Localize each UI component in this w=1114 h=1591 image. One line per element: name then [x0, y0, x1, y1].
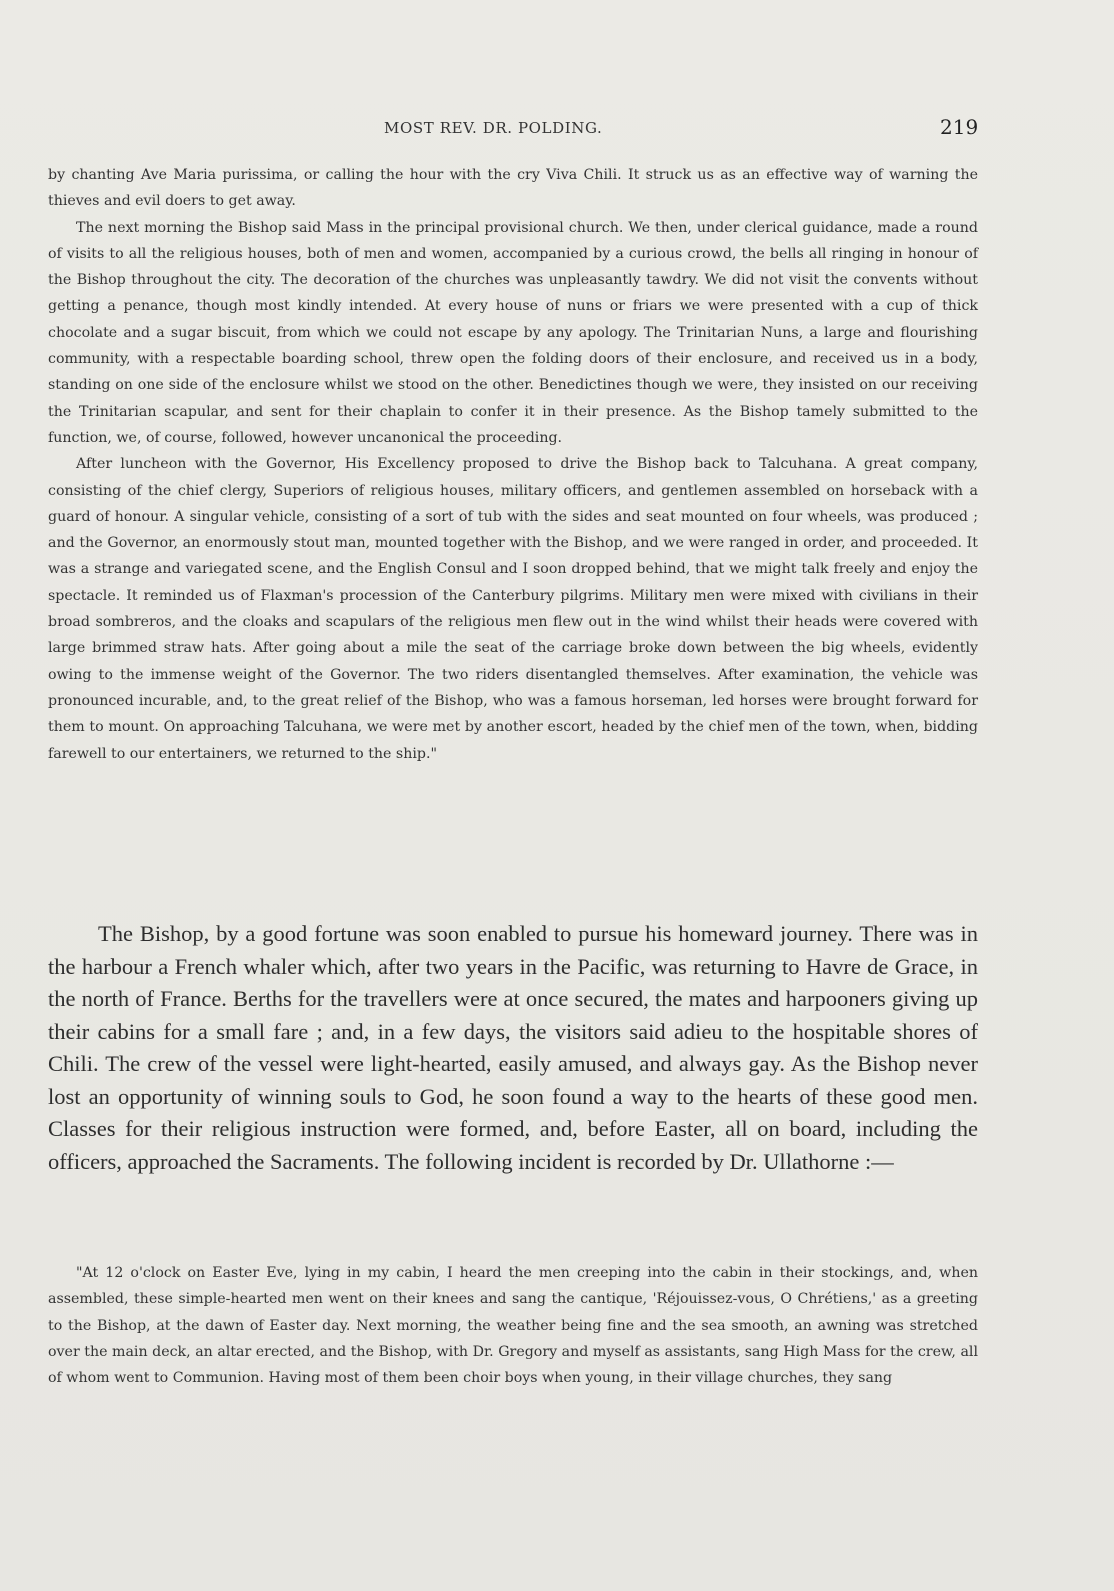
- quote-paragraph-1: by chanting Ave Maria purissima, or calling the hour with the cry Viva Chili. It struck us as an effective way of warning the thieves and evil doers to get away.: [48, 167, 978, 210]
- second-quotation: [48, 1260, 978, 1391]
- quote-paragraph-2: The next morning the Bishop said Mass in the principal provisional church. We then, under clerical guidance, made a round of visits to all the religious houses, both of men and women, accompanied by a curious crowd, the bells all ringing in honour of the Bishop throughout the city. The decoration of the churches was unpleasantly tawdry. We did not visit the convents without getting a penance, though most kindly intended. At every house of nuns or friars we were presented with a cup of thick chocolate and a sugar biscuit, from which we could not escape by any apology. The Trinitarian Nuns, a large and flourishing community, with a respectable boarding school, threw open the folding doors of their enclosure, and received us in a body, standing on one side of the enclosure whilst we stood on the other. Benedictines though we were, they insisted on our receiving the Trinitarian scapular, and sent for their chaplain to confer it in their presence. As the Bishop tamely submitted to the function, we, of course, followed, however uncanonical the proceeding.: [48, 219, 978, 446]
- running-head: [0, 117, 1114, 141]
- narrative-section: [48, 918, 978, 1178]
- page-number: 219: [940, 115, 979, 139]
- quote-paragraph-3: After luncheon with the Governor, His Excellency proposed to drive the Bishop back to Talcuhana. A great company, consisting of the chief clergy, Superiors of religious houses, military officers, and gentlemen assembled on horseback with a guard of honour. A singular vehicle, consisting of a sort of tub with the sides and seat mounted on four wheels, was produced ; and the Governor, an enormously stout man, mounted together with the Bishop, and we were ranged in order, and proceeded. It was a strange and variegated scene, and the English Consul and I soon dropped behind, that we might talk freely and enjoy the spectacle. It reminded us of Flaxman's procession of the Canterbury pilgrims. Military men were mixed with civilians in their broad sombreros, and the cloaks and scapulars of the religious men flew out in the wind whilst their heads were covered with large brimmed straw hats. After going about a mile the seat of the carriage broke down between the big wheels, evidently owing to the immense weight of the Governor. The two riders disentangled themselves. After examination, the vehicle was pronounced incurable, and, to the great relief of the Bishop, who was a famous horseman, led horses were brought forward for them to mount. On approaching Talcuhana, we were met by another escort, headed by the chief men of the town, when, bidding farewell to our entertainers, we returned to the ship.": [48, 456, 978, 762]
- quote-paragraph-4: "At 12 o'clock on Easter Eve, lying in my cabin, I heard the men creeping into the cabin in their stockings, and, when assembled, these simple-hearted men went on their knees and sang the cantique, 'Réjouissez-vous, O Chrétiens,' as a greeting to the Bishop, at the dawn of Easter day. Next morning, the weather being fine and the sea smooth, an awning was stretched over the main deck, an altar erected, and the Bishop, with Dr. Gregory and myself as assistants, sang High Mass for the crew, all of whom went to Communion. Having most of them been choir boys when young, in their village churches, they sang: [48, 1265, 978, 1387]
- narrative-paragraph: The Bishop, by a good fortune was soon enabled to pursue his homeward journey. There was in the harbour a French whaler which, after two years in the Pacific, was returning to Havre de Grace, in the north of France. Berths for the travellers were at once secured, the mates and harpooners giving up their cabins for a small fare ; and, in a few days, the visitors said adieu to the hospitable shores of Chili. The crew of the vessel were light-hearted, easily amused, and always gay. As the Bishop never lost an opportunity of winning souls to God, he soon found a way to the hearts of these good men. Classes for their religious instruction were formed, and, before Easter, all on board, including the officers, approached the Sacraments. The following incident is recorded by Dr. Ullathorne :—: [48, 921, 978, 1174]
- first-quotation: [48, 162, 978, 767]
- running-title: MOST REV. DR. POLDING.: [384, 119, 603, 137]
